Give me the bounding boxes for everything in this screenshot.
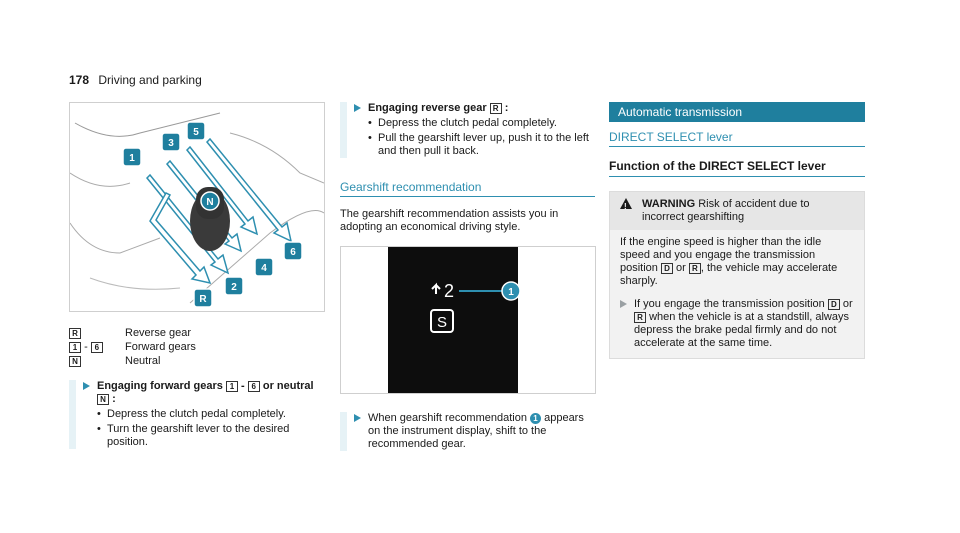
page-number: 178 bbox=[69, 73, 90, 87]
step-bullets bbox=[83, 408, 325, 449]
display-mode: S bbox=[436, 314, 448, 331]
legend-key: R bbox=[69, 326, 125, 340]
display-callout: 1 bbox=[508, 287, 514, 298]
legend-text: Forward gears bbox=[125, 341, 196, 353]
step-title: Engaging forward gears 1 - 6 or neutral N : bbox=[83, 380, 325, 406]
list-item: • Turn the gearshift lever to the desired position. bbox=[97, 423, 325, 449]
diagram-label-1: 1 bbox=[129, 153, 135, 164]
diagram-label-6: 6 bbox=[290, 247, 296, 258]
list-item: • Depress the clutch pedal completely. bbox=[97, 408, 325, 421]
step-title: Engaging reverse gear R : bbox=[354, 102, 595, 115]
column-middle bbox=[340, 102, 595, 451]
column-right bbox=[609, 102, 865, 359]
warning-icon bbox=[620, 198, 632, 209]
direct-select-heading: DIRECT SELECT lever bbox=[609, 130, 865, 147]
legend-key: 1 - 6 bbox=[69, 340, 125, 354]
step-engaging-forward bbox=[69, 380, 325, 449]
step-text: When gearshift recommendation 1 appears on the instrument display, shift to the recommended gear. bbox=[354, 412, 595, 451]
warning-paragraph: If the engine speed is higher than the idle speed and you engage the transmission position D or R , the vehicle may accelerate sharply. bbox=[620, 236, 838, 287]
warning-instruction: If you engage the transmission position D or R when the vehicle is at a standstill, always depress the brake pedal firmly and do not accelerate at the same time. bbox=[620, 298, 854, 350]
diagram-label-3: 3 bbox=[168, 138, 174, 149]
column-left bbox=[69, 102, 325, 449]
legend-key: N bbox=[69, 354, 125, 368]
automatic-transmission-banner: Automatic transmission bbox=[609, 102, 865, 122]
section-title: Driving and parking bbox=[98, 73, 202, 87]
section-heading: Gearshift recommendation bbox=[340, 180, 595, 197]
legend-row bbox=[69, 354, 325, 368]
instrument-display-figure bbox=[340, 246, 596, 394]
display-gear: 2 bbox=[444, 281, 455, 301]
legend-row bbox=[69, 340, 325, 354]
gearshift-diagram bbox=[69, 102, 325, 312]
step-engaging-reverse bbox=[340, 102, 595, 158]
page-header bbox=[69, 73, 202, 87]
diagram-label-4: 4 bbox=[261, 263, 267, 274]
diagram-label-n: N bbox=[206, 197, 214, 208]
legend-text: Reverse gear bbox=[125, 327, 192, 339]
warning-box bbox=[609, 191, 865, 359]
function-heading: Function of the DIRECT SELECT lever bbox=[609, 159, 865, 177]
legend-text: Neutral bbox=[125, 355, 161, 367]
recommendation-intro: The gearshift recommendation assists you in adopting an economical driving style. bbox=[340, 208, 559, 233]
legend-row bbox=[69, 326, 325, 340]
list-item: • Pull the gearshift lever up, push it to the left and then pull it back. bbox=[368, 132, 595, 158]
warning-header: ! WARNING Risk of accident due to incorrect gearshifting bbox=[610, 192, 864, 230]
diagram-label-r: R bbox=[199, 294, 207, 305]
step-bullets bbox=[354, 117, 595, 158]
gear-legend bbox=[69, 326, 325, 368]
diagram-label-2: 2 bbox=[231, 282, 237, 293]
warning-body bbox=[610, 230, 864, 358]
step-recommendation bbox=[340, 412, 595, 451]
instrument-display-svg bbox=[341, 247, 595, 393]
list-item: • Depress the clutch pedal completely. bbox=[368, 117, 595, 130]
gearshift-diagram-svg bbox=[70, 103, 324, 311]
diagram-label-5: 5 bbox=[193, 127, 199, 138]
